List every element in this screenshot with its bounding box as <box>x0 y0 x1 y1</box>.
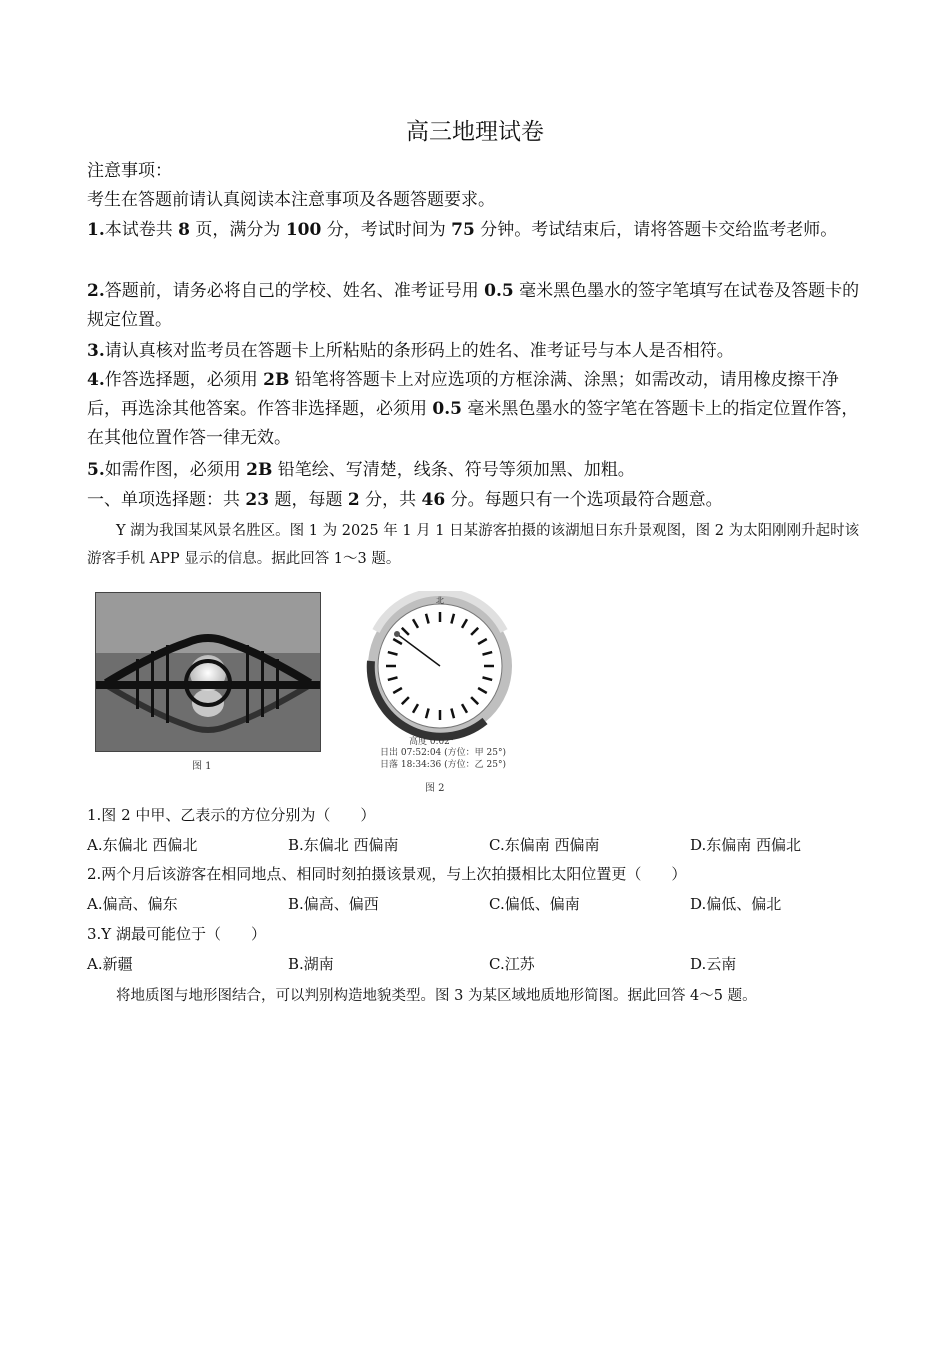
section-heading: 一、单项选择题：共 23 题，每题 2 分，共 46 分。每题只有一个选项最符合题意。 <box>87 490 723 510</box>
notice-item-1: 1.本试卷共 8 页，满分为 100 分，考试时间为 75 分钟。考试结束后，请将答题卡交给监考老师。 <box>87 220 838 240</box>
question-1-option-a: A.东偏北 西偏北 <box>87 836 198 854</box>
intro-paragraph-1: Y 湖为我国某风景名胜区。图 1 为 2025 年 1 月 1 日某游客拍摄的该湖旭日东升景观图，图 2 为太阳刚刚升起时该游客手机 APP 显示的信息。据此回答 1～3 题。 <box>87 523 860 567</box>
intro-paragraph-2: 将地质图与地形图结合，可以判别构造地貌类型。图 3 为某区域地质地形简图。据此回答 4～5 题。 <box>116 988 757 1004</box>
figure-1-photo <box>95 592 321 752</box>
question-3-option-c: C.江苏 <box>489 955 535 973</box>
notice-item-4: 4.作答选择题，必须用 2B 铅笔将答题卡上对应选项的方框涂满、涂黑；如需改动，请用橡皮擦干净后，再选涂其他答案。作答非选择题，必须用 0.5 毫米黑色墨水的签字笔在答题卡上的指定位置作答，在其他位置作答一律无效。 <box>87 370 859 448</box>
question-1-option-c: C.东偏南 西偏南 <box>489 836 600 854</box>
question-2-option-d: D.偏低、偏北 <box>690 895 782 913</box>
question-2-option-c: C.偏低、偏南 <box>489 895 580 913</box>
question-2-option-a: A.偏高、偏东 <box>87 895 178 913</box>
notice-item-5: 5.如需作图，必须用 2B 铅笔绘、写清楚，线条、符号等须加黑、加粗。 <box>87 460 635 480</box>
figure-2-sunrise: 日出 07:52:04 (方位：甲 25°) <box>380 748 506 758</box>
notice-line0: 考生在答题前请认真阅读本注意事项及各题答题要求。 <box>87 190 495 210</box>
question-1-stem: 1.图 2 中甲、乙表示的方位分别为（ ） <box>87 806 376 824</box>
question-3-stem: 3.Y 湖最可能位于（ ） <box>87 925 266 943</box>
page-title: 高三地理试卷 <box>406 119 544 145</box>
figure-1-caption: 图 1 <box>192 761 212 772</box>
figure-2-sunset: 日落 18:34:36 (方位：乙 25°) <box>380 760 506 770</box>
notice-heading: 注意事项： <box>87 161 172 181</box>
question-3-option-b: B.湖南 <box>288 955 334 973</box>
figure-2-height: 高度 0.02° <box>409 737 455 747</box>
question-1-option-d: D.东偏南 西偏北 <box>690 836 802 854</box>
dial-north-label: 北 <box>436 596 444 605</box>
question-2-stem: 2.两个月后该游客在相同地点、相同时刻拍摄该景观，与上次拍摄相比太阳位置更（ ） <box>87 865 687 883</box>
figure-2-sun-dial <box>365 591 515 741</box>
figure-2-caption: 图 2 <box>425 783 445 794</box>
notice-item-3: 3.请认真核对监考员在答题卡上所粘贴的条形码上的姓名、准考证号与本人是否相符。 <box>87 341 734 361</box>
question-3-option-d: D.云南 <box>690 955 737 973</box>
question-1-option-b: B.东偏北 西偏南 <box>288 836 399 854</box>
notice-item-2: 2.答题前，请务必将自己的学校、姓名、准考证号用 0.5 毫米黑色墨水的签字笔填写在试卷及答题卡的规定位置。 <box>87 281 860 330</box>
question-2-option-b: B.偏高、偏西 <box>288 895 379 913</box>
question-3-option-a: A.新疆 <box>87 955 133 973</box>
